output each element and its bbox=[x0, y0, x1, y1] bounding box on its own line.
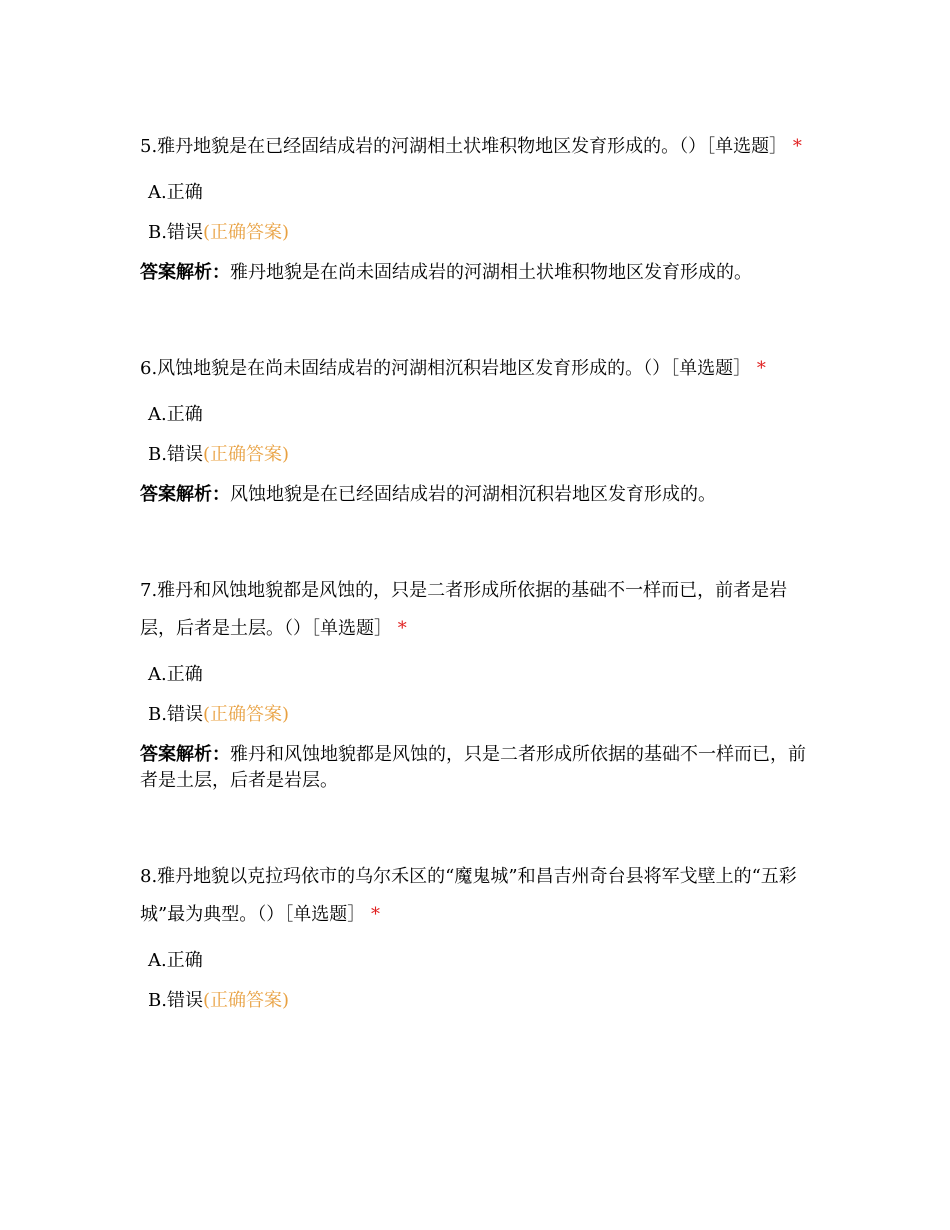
correct-answer-tag: (正确答案) bbox=[202, 222, 289, 243]
question-title: 7.雅丹和风蚀地貌都是风蚀的，只是二者形成所依据的基础不一样而已，前者是岩层，后者是土层。（）［单选题］ * bbox=[140, 580, 788, 639]
question-6 bbox=[140, 350, 810, 508]
answer-analysis: 答案解析：风蚀地貌是在已经固结成岩的河湖相沉积岩地区发育形成的。 bbox=[140, 484, 716, 505]
answer-analysis: 答案解析：雅丹和风蚀地貌都是风蚀的，只是二者形成所依据的基础不一样而已，前者是土层，后者是岩层。 bbox=[140, 744, 806, 791]
option-b: B.错误(正确答案) bbox=[148, 990, 289, 1011]
question-title: 6.风蚀地貌是在尚未固结成岩的河湖相沉积岩地区发育形成的。（）［单选题］ * bbox=[140, 358, 766, 379]
correct-answer-tag: (正确答案) bbox=[202, 990, 289, 1011]
option-a: A.正确 bbox=[148, 404, 203, 425]
option-a: A.正确 bbox=[148, 950, 203, 971]
question-8 bbox=[140, 858, 810, 1014]
required-mark: * bbox=[397, 618, 407, 639]
correct-answer-tag: (正确答案) bbox=[202, 704, 289, 725]
option-a: A.正确 bbox=[148, 664, 203, 685]
question-title: 8.雅丹地貌以克拉玛依市的乌尔禾区的“魔鬼城”和昌吉州奇台县将军戈壁上的“五彩城”最为典型。（）［单选题］ * bbox=[140, 866, 797, 925]
option-b: B.错误(正确答案) bbox=[148, 222, 289, 243]
quiz-document bbox=[140, 128, 810, 1014]
option-b: B.错误(正确答案) bbox=[148, 704, 289, 725]
question-5 bbox=[140, 128, 810, 286]
answer-analysis: 答案解析：雅丹地貌是在尚未固结成岩的河湖相土状堆积物地区发育形成的。 bbox=[140, 262, 752, 283]
option-a: A.正确 bbox=[148, 182, 203, 203]
required-mark: * bbox=[792, 136, 802, 157]
correct-answer-tag: (正确答案) bbox=[202, 444, 289, 465]
option-b: B.错误(正确答案) bbox=[148, 444, 289, 465]
question-title: 5.雅丹地貌是在已经固结成岩的河湖相土状堆积物地区发育形成的。（）［单选题］ * bbox=[140, 136, 802, 157]
required-mark: * bbox=[370, 904, 380, 925]
question-7 bbox=[140, 572, 810, 794]
required-mark: * bbox=[756, 358, 766, 379]
